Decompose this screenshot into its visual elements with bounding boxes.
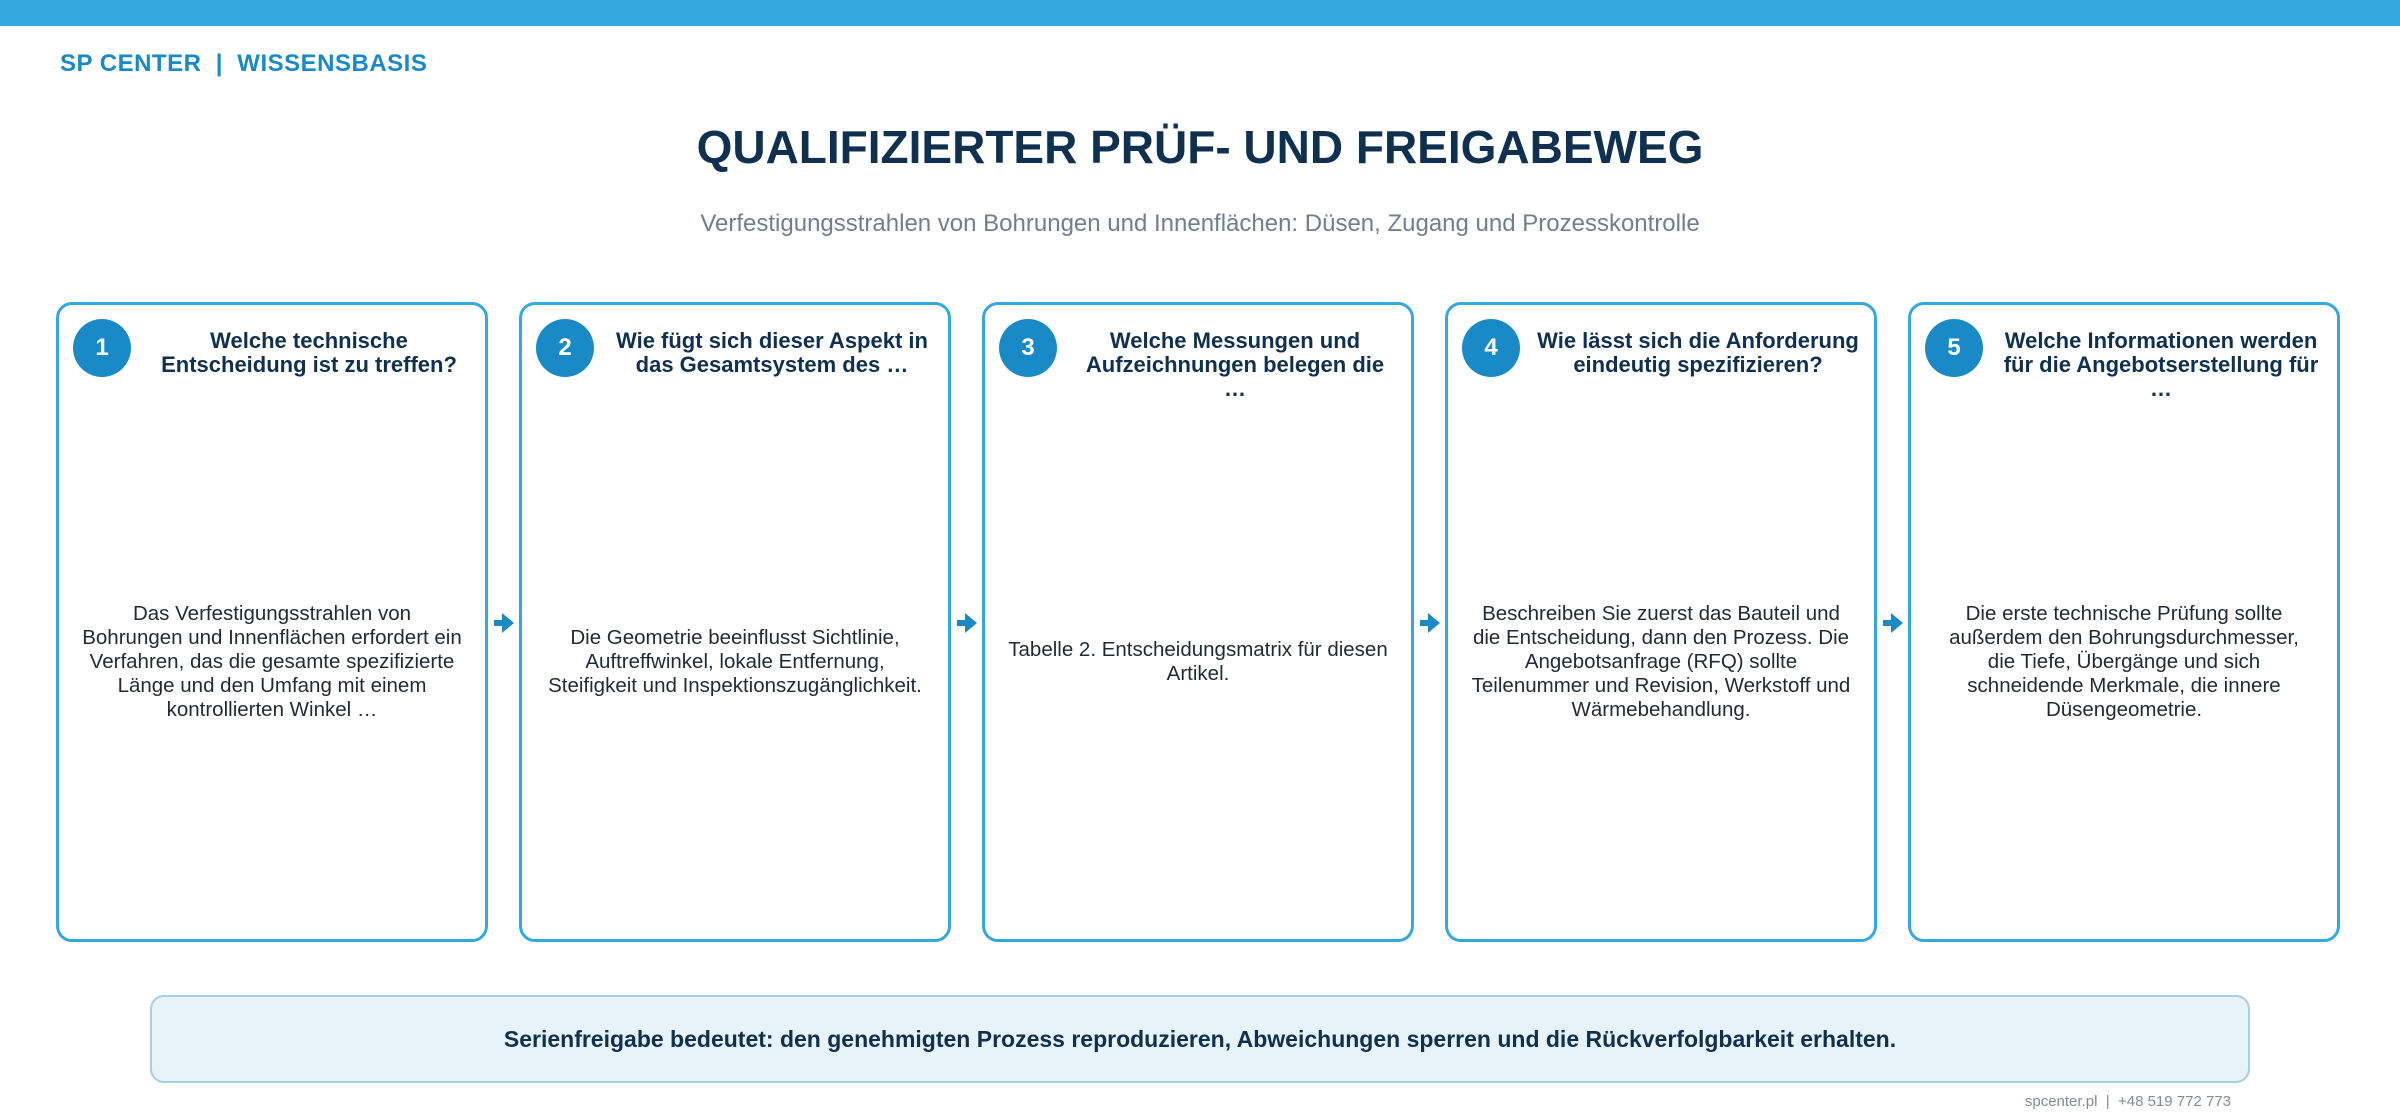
- step-title: Welche technische Entscheidung ist zu treffen?: [161, 328, 457, 377]
- footer-contact: spcenter.pl | +48 519 772 773: [2024, 1093, 2231, 1110]
- callout-box: Serienfreigabe bedeutet: den genehmigten Prozess reproduzieren, Abweichungen sperren und die Rückverfolgbarkeit erhalten.: [150, 995, 2250, 1083]
- step-body: Die erste technische Prüfung sollte außerdem den Bohrungsdurchmesser, die Tiefe, Übergänge und sich schneidende Merkmale, die innere Düsengeometrie.: [1949, 602, 2299, 721]
- step-body: Tabelle 2. Entscheidungsmatrix für diesen Artikel.: [1008, 638, 1388, 685]
- step-body: Die Geometrie beeinflusst Sichtlinie, Auftreffwinkel, lokale Entfernung, Steifigkeit und Inspektionszugänglichkeit.: [548, 626, 922, 697]
- step-card-3: [982, 302, 1414, 942]
- step-card-4: [1445, 302, 1877, 942]
- step-body: Beschreiben Sie zuerst das Bauteil und die Entscheidung, dann den Prozess. Die Angebotsanfrage (RFQ) sollte Teilenummer und Revision, Werkstoff und Wärmebehandlung.: [1471, 602, 1851, 721]
- arrow-right-icon: [957, 610, 977, 636]
- top-accent-bar: [0, 0, 2400, 26]
- step-number-badge: 3: [999, 319, 1057, 377]
- arrow-right-icon: [1420, 610, 1440, 636]
- step-title: Wie fügt sich dieser Aspekt in das Gesamtsystem des …: [616, 328, 928, 377]
- step-card-2: [519, 302, 951, 942]
- step-title: Welche Informationen werden für die Angebotserstellung für …: [2003, 328, 2319, 401]
- step-body: Das Verfestigungsstrahlen von Bohrungen und Innenflächen erfordert ein Verfahren, das die gesamte spezifizierte Länge und den Umfang mit einem kontrollierten Winkel …: [82, 602, 462, 721]
- step-card-1: [56, 302, 488, 942]
- step-number-badge: 5: [1925, 319, 1983, 377]
- arrow-right-icon: [494, 610, 514, 636]
- step-title: Welche Messungen und Aufzeichnungen belegen die …: [1085, 328, 1385, 401]
- arrow-right-icon: [1883, 610, 1903, 636]
- step-title: Wie lässt sich die Anforderung eindeutig spezifizieren?: [1537, 328, 1859, 377]
- brand-header: SP CENTER | WISSENSBASIS: [60, 50, 428, 77]
- page-subtitle: Verfestigungsstrahlen von Bohrungen und Innenflächen: Düsen, Zugang und Prozesskontrolle: [700, 210, 1700, 237]
- step-number-badge: 4: [1462, 319, 1520, 377]
- step-number-badge: 1: [73, 319, 131, 377]
- step-number-badge: 2: [536, 319, 594, 377]
- page-title: QUALIFIZIERTER PRÜF- UND FREIGABEWEG: [696, 121, 1704, 173]
- step-card-5: [1908, 302, 2340, 942]
